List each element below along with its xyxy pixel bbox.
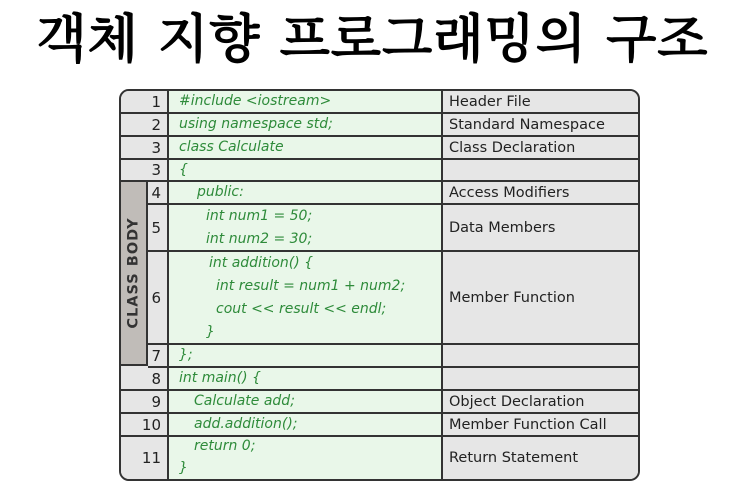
- code-line: int result = num1 + num2;: [216, 277, 406, 294]
- code-line: cout << result << endl;: [216, 300, 387, 317]
- description-cell: Access Modifiers: [443, 182, 638, 205]
- description-cell: [443, 160, 638, 182]
- class-body-text: CLASS BODY: [125, 217, 142, 329]
- code-cell: [169, 160, 443, 182]
- line-number: 4: [148, 182, 169, 205]
- code-line: int num2 = 30;: [206, 230, 313, 247]
- code-cell: [169, 114, 443, 137]
- description-cell: Member Function Call: [443, 414, 638, 437]
- code-line: {: [179, 162, 188, 178]
- line-number: 3: [121, 160, 169, 182]
- description-cell: Member Function: [443, 252, 638, 345]
- line-number: 10: [121, 414, 169, 437]
- line-number: 3: [121, 137, 169, 160]
- description-cell: Class Declaration: [443, 137, 638, 160]
- code-line: #include <iostream>: [179, 93, 332, 109]
- code-line: public:: [197, 184, 244, 200]
- line-number: 6: [148, 252, 169, 345]
- code-cell: [169, 391, 443, 414]
- code-line: }: [179, 460, 188, 476]
- code-structure-table: [119, 89, 640, 481]
- code-cell: [169, 91, 443, 114]
- code-cell: [169, 182, 443, 205]
- code-cell: [169, 252, 443, 345]
- line-number: 1: [121, 91, 169, 114]
- code-cell: [169, 345, 443, 368]
- code-cell: [169, 205, 443, 252]
- description-cell: [443, 345, 638, 368]
- code-cell: [169, 368, 443, 391]
- code-line: int num1 = 50;: [206, 207, 313, 224]
- class-body-label: [121, 182, 148, 366]
- description-cell: Standard Namespace: [443, 114, 638, 137]
- page-title: 객체 지향 프로그래밍의 구조: [36, 10, 709, 70]
- line-number: 11: [121, 437, 169, 479]
- line-number: 8: [121, 368, 169, 391]
- description-cell: Return Statement: [443, 437, 638, 479]
- line-number: 5: [148, 205, 169, 252]
- code-line: return 0;: [194, 438, 256, 454]
- code-line: add.addition();: [194, 416, 298, 432]
- description-cell: Data Members: [443, 205, 638, 252]
- line-number: 9: [121, 391, 169, 414]
- description-cell: Header File: [443, 91, 638, 114]
- code-line: int addition() {: [209, 254, 314, 271]
- code-line: };: [179, 347, 193, 363]
- description-cell: Object Declaration: [443, 391, 638, 414]
- code-line: using namespace std;: [179, 116, 333, 132]
- line-number: 2: [121, 114, 169, 137]
- code-line: }: [206, 323, 215, 340]
- code-cell: [169, 437, 443, 479]
- code-line: class Calculate: [179, 139, 284, 155]
- code-cell: [169, 414, 443, 437]
- code-cell: [169, 137, 443, 160]
- code-line: int main() {: [179, 370, 261, 386]
- line-number: 7: [148, 345, 169, 368]
- code-line: Calculate add;: [194, 393, 295, 409]
- description-cell: [443, 368, 638, 391]
